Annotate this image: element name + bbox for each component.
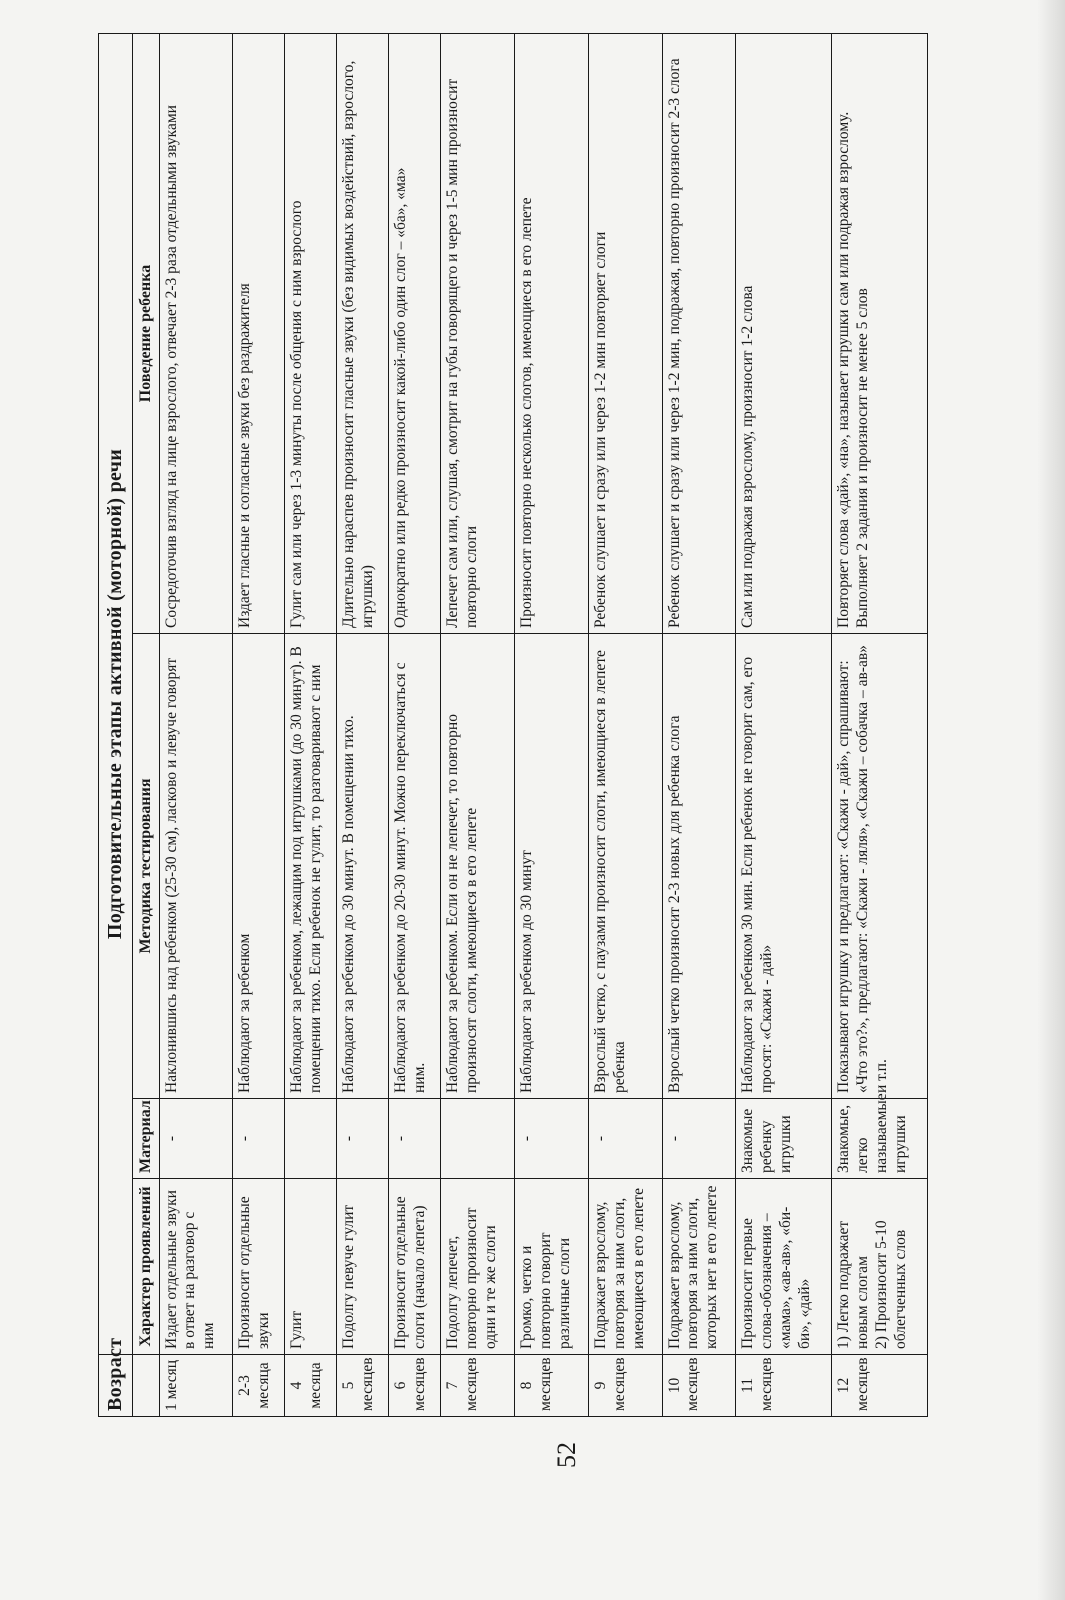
cell-method: Наблюдают за ребенком до 30 минут: [514, 634, 588, 1099]
cell-age: 5 месяцев: [337, 1355, 389, 1417]
table-row: [832, 34, 928, 1417]
cell-manifestation: Гулит: [285, 1179, 337, 1355]
page-number: 52: [552, 1442, 581, 1468]
cell-behavior: Однократно или редко произносит какой-либо один слог – «ба», «ма»: [389, 34, 441, 634]
table-row: [736, 34, 832, 1417]
cell-behavior: Сосредоточив взгляд на лице взрослого, отвечает 2-3 раза отдельными звуками: [159, 34, 233, 634]
table-row: [233, 34, 285, 1417]
cell-material: Знакомые, легко называемые игрушки: [832, 1099, 928, 1179]
cell-method: Наблюдают за ребенком, лежащим под игрушками (до 30 минут). В помещении тихо. Если ребенок не гулит, то разговаривают с ним: [285, 634, 337, 1099]
cell-behavior: Ребенок слушает и сразу или через 1-2 мин повторяет слоги: [588, 34, 662, 634]
header-material: Материал: [133, 1099, 160, 1179]
header-age: Возраст: [99, 1355, 133, 1417]
cell-manifestation: Подражает взрослому, повторяя за ним слоги, имеющиеся в его лепете: [588, 1179, 662, 1355]
cell-age: 12 месяцев: [832, 1355, 928, 1417]
speech-stages-table: [98, 33, 928, 1417]
cell-method: Взрослый четко произносит 2-3 новых для ребенка слога: [662, 634, 736, 1099]
cell-age: 6 месяцев: [389, 1355, 441, 1417]
cell-material: -: [514, 1099, 588, 1179]
cell-behavior: Сам или подражая взрослому, произносит 1-2 слова: [736, 34, 832, 634]
cell-method: Наблюдают за ребенком до 30 минут. В помещении тихо.: [337, 634, 389, 1099]
cell-material: [441, 1099, 515, 1179]
cell-age: 8 месяцев: [514, 1355, 588, 1417]
table-row: [159, 34, 233, 1417]
behavior-line-1: Повторяет слова «дай», «на», называет игрушки сам или подражая взрослому.: [835, 111, 853, 628]
table-row: [588, 34, 662, 1417]
header-age-spacer: [133, 1355, 160, 1417]
cell-age: 4 месяца: [285, 1355, 337, 1417]
cell-age: 11 месяцев: [736, 1355, 832, 1417]
header-method: Методика тестирования: [133, 634, 160, 1099]
cell-method: Показывают игрушку и предлагают: «Скажи - дай», спрашивают: «Что это?», предлагают: «Скажи - ляля», «Скажи – собачка – ав-ав» и т.п.: [832, 634, 928, 1099]
cell-method: Наблюдают за ребенком 30 мин. Если ребенок не говорит сам, его просят: «Скажи - дай»: [736, 634, 832, 1099]
table-title: Подготовительные этапы активной (моторной) речи: [99, 34, 133, 1355]
table-row: [337, 34, 389, 1417]
cell-manifestation: Подолгу певуче гулит: [337, 1179, 389, 1355]
cell-age: 2-3 месяца: [233, 1355, 285, 1417]
page-edge-shadow: [1037, 0, 1065, 1600]
table-row: [662, 34, 736, 1417]
cell-material: Знакомые ребенку игрушки: [736, 1099, 832, 1179]
header-manifestation: Характер проявлений: [133, 1179, 160, 1355]
cell-manifestation: [832, 1179, 928, 1355]
table-row: [389, 34, 441, 1417]
cell-manifestation: Подражает взрослому, повторяя за ним слоги, которых нет в его лепете: [662, 1179, 736, 1355]
cell-behavior: Издает гласные и согласные звуки без раздражителя: [233, 34, 285, 634]
cell-behavior: Гулит сам или через 1-3 минуты после общения с ним взрослого: [285, 34, 337, 634]
manifestation-line-2: 2) Произносит 5-10 облегченных слов: [872, 1220, 909, 1349]
cell-manifestation: Громко, четко и повторно говорит различные слоги: [514, 1179, 588, 1355]
cell-method: Наклонившись над ребенком (25-30 см), ласково и левуче говорят: [159, 634, 233, 1099]
table-row: [441, 34, 515, 1417]
cell-age: 9 месяцев: [588, 1355, 662, 1417]
cell-age: 10 месяцев: [662, 1355, 736, 1417]
table-row: [285, 34, 337, 1417]
cell-behavior: [832, 34, 928, 634]
header-behavior: Поведение ребенка: [133, 34, 160, 634]
manifestation-line-1: 1) Легко подражает новым слогам: [835, 1220, 872, 1349]
cell-behavior: Длительно нараспев произносит гласные звуки (без видимых воздействий, взрослого, игрушки): [337, 34, 389, 634]
cell-behavior: Произносит повторно несколько слогов, имеющиеся в его лепете: [514, 34, 588, 634]
cell-manifestation: Издает отдельные звуки в ответ на разговор с ним: [159, 1179, 233, 1355]
cell-manifestation: Произносит отдельные слоги (начало лепета): [389, 1179, 441, 1355]
rotated-table-wrapper: [98, 34, 928, 1417]
cell-material: -: [337, 1099, 389, 1179]
cell-behavior: Лепечет сам или, слушая, смотрит на губы говорящего и через 1-5 мин произносит повторно слоги: [441, 34, 515, 634]
cell-material: -: [389, 1099, 441, 1179]
cell-behavior: Ребенок слушает и сразу или через 1-2 мин, подражая, повторно произносит 2-3 слога: [662, 34, 736, 634]
cell-method: Взрослый четко, с паузами произносит слоги, имеющиеся в лепете ребенка: [588, 634, 662, 1099]
behavior-line-2: Выполняет 2 задания и произносит не менее 5 слов: [854, 288, 872, 628]
cell-manifestation: Произносит отдельные звуки: [233, 1179, 285, 1355]
cell-manifestation: Произносит первые слова-обозначения – «мама», «ав-ав», «би-би», «дай»: [736, 1179, 832, 1355]
cell-material: -: [159, 1099, 233, 1179]
cell-material: [285, 1099, 337, 1179]
cell-material: -: [588, 1099, 662, 1179]
cell-manifestation: Подолгу лепечет, повторно произносит одни и те же слоги: [441, 1179, 515, 1355]
table-row: [514, 34, 588, 1417]
cell-material: -: [662, 1099, 736, 1179]
cell-material: -: [233, 1099, 285, 1179]
cell-age: 1 месяц: [159, 1355, 233, 1417]
cell-method: Наблюдают за ребенком: [233, 634, 285, 1099]
cell-age: 7 месяцев: [441, 1355, 515, 1417]
cell-method: Наблюдают за ребенком до 20-30 минут. Можно переключаться с ним.: [389, 634, 441, 1099]
cell-method: Наблюдают за ребенком. Если он не лепечет, то повторно произносят слоги, имеющиеся в его лепете: [441, 634, 515, 1099]
